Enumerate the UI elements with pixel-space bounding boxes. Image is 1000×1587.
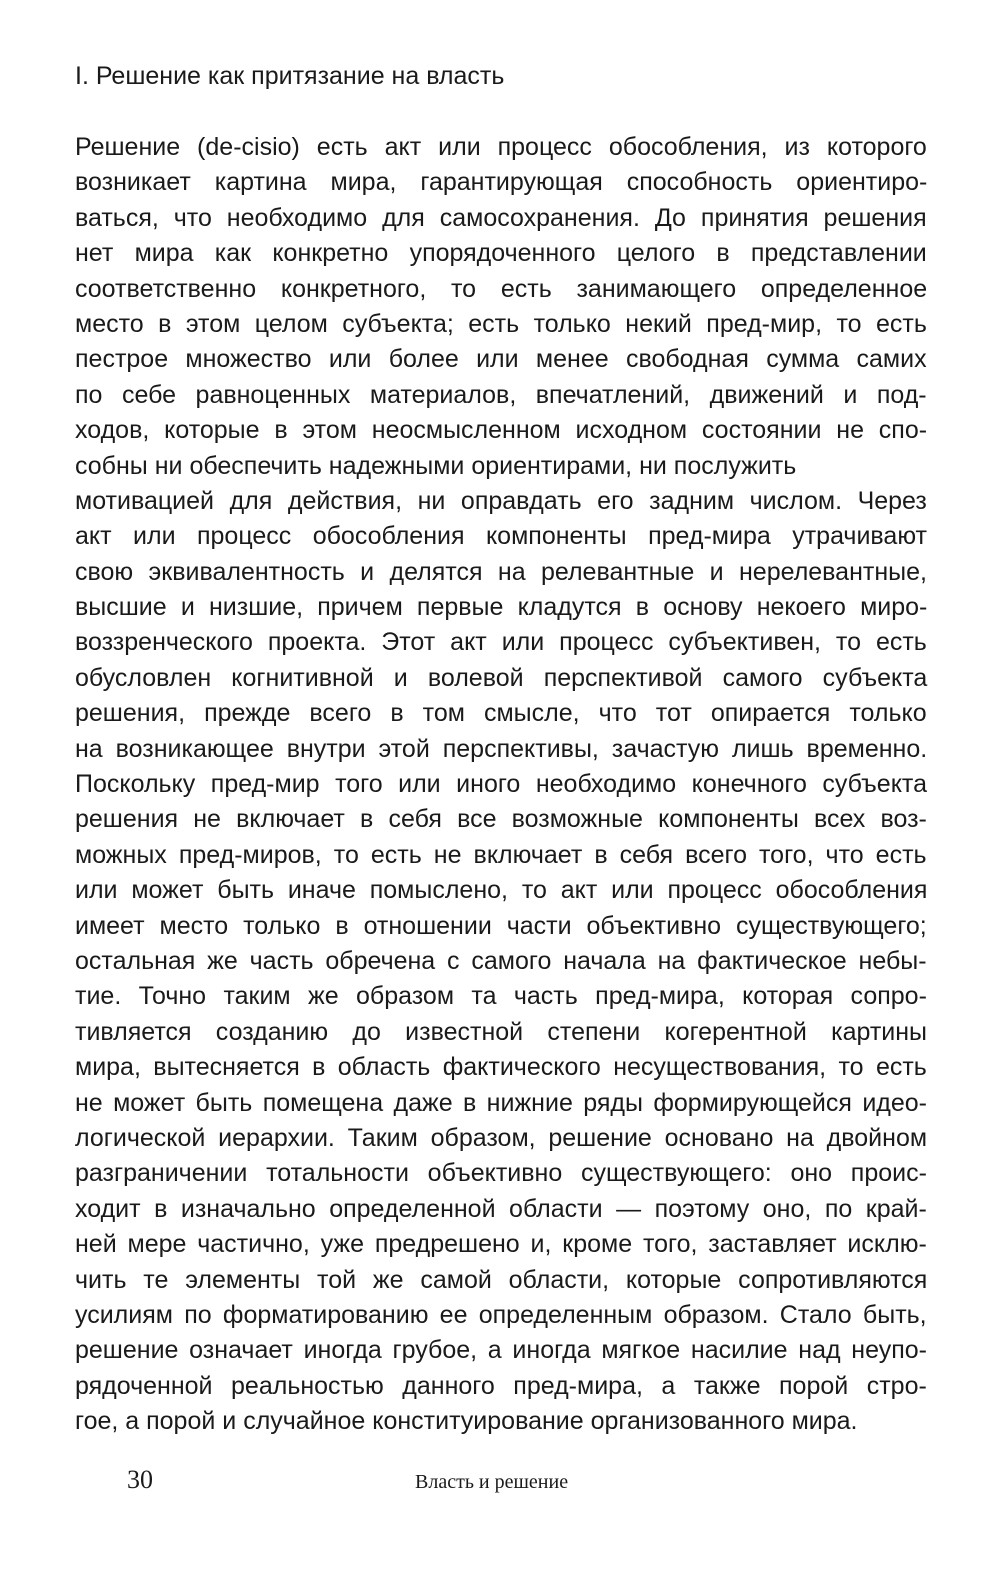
text-line: место в этом целом субъекта; есть только некий пред-мир, то есть — [75, 309, 927, 338]
text-line: на возникающее внутри этой перспективы, зачастую лишь временно. — [75, 734, 928, 763]
text-line: ходов, которые в этом неосмысленном исходном состоянии не спо- — [75, 416, 928, 445]
text-line: тие. Точно таким же образом та часть пред-мира, которая сопро- — [75, 982, 927, 1011]
text-line: собны ни обеспечить надежными ориентирами, ни послужить — [75, 451, 797, 480]
text-line: Решение (de-cisio) есть акт или процесс обособления, из которого — [75, 133, 927, 161]
text-line: не может быть помещена даже в нижние ряды формирующейся идео- — [75, 1088, 928, 1117]
text-line: свою эквивалентность и делятся на релевантные и нерелевантные, — [75, 557, 927, 586]
text-line: воззренческого проекта. Этот акт или процесс субъективен, то есть — [75, 628, 927, 657]
text-line: ходит в изначально определенной области — поэтому оно, по край- — [75, 1194, 927, 1223]
text-line: гое, а порой и случайное конституирование организованного мира. — [75, 1407, 858, 1436]
text-line: можных пред-миров, то есть не включает в себя всего того, что есть — [75, 840, 927, 869]
text-line: решение означает иногда грубое, а иногда мягкое насилие над неупо- — [75, 1336, 927, 1365]
page-number: 30 — [127, 1465, 153, 1494]
text-line: имеет место только в отношении части объективно существующего; — [75, 911, 927, 940]
text-line: разграничении тотальности объективно существующего: оно проис- — [75, 1159, 927, 1188]
text-line: акт или процесс обособления компоненты пред-мира утрачивают — [75, 522, 927, 551]
text-line: усилиям по форматированию ее определенным образом. Стало быть, — [75, 1300, 927, 1329]
running-footer-title: Власть и решение — [415, 1471, 569, 1493]
section-heading: I. Решение как притязание на власть — [75, 62, 505, 90]
body-paragraph — [75, 130, 935, 1439]
text-line: мира, вытесняется в область фактического несуществования, то есть — [75, 1053, 927, 1082]
page-footer — [0, 1460, 1000, 1500]
text-line: ваться, что необходимо для самосохранения. До принятия решения — [75, 203, 927, 232]
text-line: обусловлен когнитивной и волевой перспективой самого субъекта — [75, 663, 928, 692]
text-line: высшие и низшие, причем первые кладутся в основу некоего миро- — [75, 593, 928, 622]
text-line: нет мира как конкретно упорядоченного целого в представлении — [75, 239, 927, 268]
text-line: мотивацией для действия, ни оправдать его задним числом. Через — [75, 486, 927, 515]
text-line: пестрое множество или более или менее свободная сумма самих — [75, 345, 927, 374]
text-line: Поскольку пред-мир того или иного необходимо конечного субъекта — [75, 770, 927, 799]
text-line: тивляется созданию до известной степени когерентной картины — [75, 1017, 928, 1046]
text-line: соответственно конкретного, то есть занимающего определенное — [75, 274, 928, 303]
text-line: рядоченной реальностью данного пред-мира, а также порой стро- — [75, 1371, 927, 1400]
text-line: или может быть иначе помыслено, то акт или процесс обособления — [75, 876, 928, 905]
text-line: логической иерархии. Таким образом, решение основано на двойном — [75, 1123, 928, 1152]
text-line: решения, прежде всего в том смысле, что тот опирается только — [75, 699, 927, 728]
text-line: решения не включает в себя все возможные компоненты всех воз- — [75, 805, 927, 834]
text-line: по себе равноценных материалов, впечатлений, движений и под- — [75, 380, 927, 409]
text-line: ней мере частично, уже предрешено и, кроме того, заставляет исклю- — [75, 1230, 927, 1259]
text-line: возникает картина мира, гарантирующая способность ориентиро- — [75, 168, 928, 197]
text-line: остальная же часть обречена с самого начала на фактическое небы- — [75, 946, 927, 975]
text-line: чить те элементы той же самой области, которые сопротивляются — [75, 1265, 928, 1294]
